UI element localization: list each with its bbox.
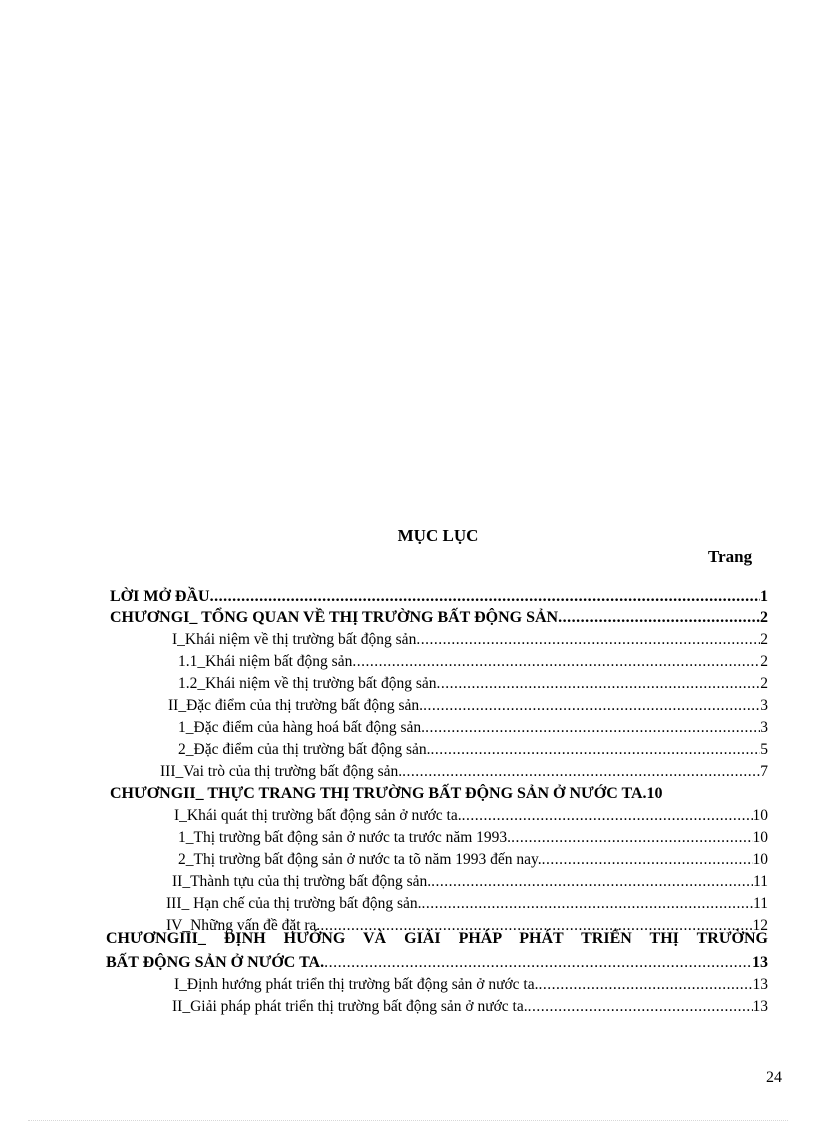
dot-leader [431,871,753,893]
toc-entry-page: 13 [752,976,768,993]
toc-entry-page: 2 [760,675,768,692]
toc-entry-label: II_Đặc điểm của thị trường bất động sản. [168,697,424,714]
toc-entry-label: I_Khái niệm về thị trường bất động sản [172,631,417,648]
dot-leader [528,996,753,1018]
page-number: 24 [766,1069,782,1086]
toc-entry-label: I_Khái quát thị trường bất động sản ở nước ta. [174,807,462,824]
toc-entry-chapter-1[interactable] [110,607,768,629]
toc-entry-label: 1.2_Khái niệm về thị trường bất động sản [178,675,437,692]
toc-entry-section[interactable] [172,996,768,1018]
dot-leader [430,739,760,761]
footer-divider [28,1120,788,1121]
toc-entry-page: 10 [646,785,663,802]
toc-entry-page: 2 [760,653,768,670]
toc-entry-introduction[interactable] [110,586,768,608]
toc-entry-page: 5 [760,741,768,758]
toc-entry-page: 11 [753,895,768,912]
toc-entry-label: CHƯƠNGII_ THỰC TRANG THỊ TRƯỜNG BẤT ĐỘNG SẢN Ở NƯỚC TA. [110,785,647,802]
toc-entry-chapter-3-line-1[interactable]: CHƯƠNGIII_ ĐỊNH HƯỚNG VÀ GIẢI PHÁP PHÁT TRIỂN THỊ TRƯỜNG [106,930,768,947]
toc-entry-label: III_ Hạn chế của thị trường bất động sản. [166,895,422,912]
dot-leader [402,761,760,783]
toc-entry-label: LỜI MỞ ĐẦU [110,588,210,605]
dot-leader [421,893,753,915]
dot-leader [542,849,753,871]
toc-entry-page: 13 [752,998,768,1015]
toc-entry-section[interactable] [168,695,768,717]
toc-entry-page: 7 [760,763,768,780]
toc-entry-chapter-3[interactable] [106,952,768,974]
toc-title: MỤC LỤC [397,526,479,545]
dot-leader [425,717,760,739]
toc-entry-label: BẤT ĐỘNG SẢN Ở NƯỚC TA. [106,954,325,971]
toc-entry-page: 3 [760,697,768,714]
toc-entry-page: 10 [752,829,768,846]
dot-leader [324,952,752,974]
toc-entry-page: 10 [752,851,768,868]
toc-entry-page: 3 [760,719,768,736]
dot-leader [416,629,760,651]
toc-entry-subsection[interactable] [178,827,768,849]
toc-entry-page: 13 [752,954,768,971]
dot-leader [210,586,760,608]
dot-leader [539,974,753,996]
toc-entry-section[interactable] [160,761,768,783]
toc-entry-subsection[interactable] [178,849,768,871]
toc-entry-label: 2_Thị trường bất động sản ở nước ta tõ năm 1993 đến nay. [178,851,542,868]
toc-entry-page: 10 [752,807,768,824]
dot-leader [511,827,752,849]
toc-entry-subsection[interactable] [178,739,768,761]
toc-entry-page: 1 [760,588,768,605]
toc-entry-label: 1.1_Khái niệm bất động sản [178,653,353,670]
toc-entry-label: CHƯƠNGI_ TỔNG QUAN VỀ THỊ TRƯỜNG BẤT ĐỘNG SẢN [110,609,559,626]
toc-entry-section[interactable] [172,629,768,651]
toc-entry-page: 2 [760,609,768,626]
toc-entry-label: II_Thành tựu của thị trường bất động sản. [172,873,432,890]
toc-entry-subsection[interactable] [178,717,768,739]
dot-leader [462,805,753,827]
toc-entry-page: 2 [760,631,768,648]
dot-leader [437,673,761,695]
toc-entry-section[interactable] [166,893,768,915]
dot-leader [352,651,760,673]
toc-entry-label: II_Giải pháp phát triển thị trường bất động sản ở nước ta. [172,998,528,1015]
toc-entry-chapter-2[interactable] [110,783,780,805]
toc-entry-page: 12 [752,917,768,934]
page-column-label: Trang [708,547,753,566]
toc-entry-section[interactable] [172,871,768,893]
toc-entry-section[interactable] [174,805,768,827]
toc-entry-label: IV_Những vấn đề đặt ra. [166,917,321,934]
toc-entry-label: 1_Thị trường bất động sản ở nước ta trước năm 1993. [178,829,512,846]
toc-entry-label: I_Định hướng phát triển thị trường bất động sản ở nước ta. [174,976,539,993]
dot-leader [423,695,760,717]
toc-entry-subsection[interactable] [178,673,768,695]
toc-entry-label: 2_Đặc điểm của thị trường bất động sản. [178,741,431,758]
dot-leader [558,607,760,629]
toc-entry-page: 11 [753,873,768,890]
toc-entry-subsection[interactable] [178,651,768,673]
toc-entry-label: III_Vai trò của thị trường bất động sản. [160,763,403,780]
toc-entry-section[interactable] [174,974,768,996]
toc-entry-label: 1_Đặc điểm của hàng hoá bất động sản. [178,719,426,736]
